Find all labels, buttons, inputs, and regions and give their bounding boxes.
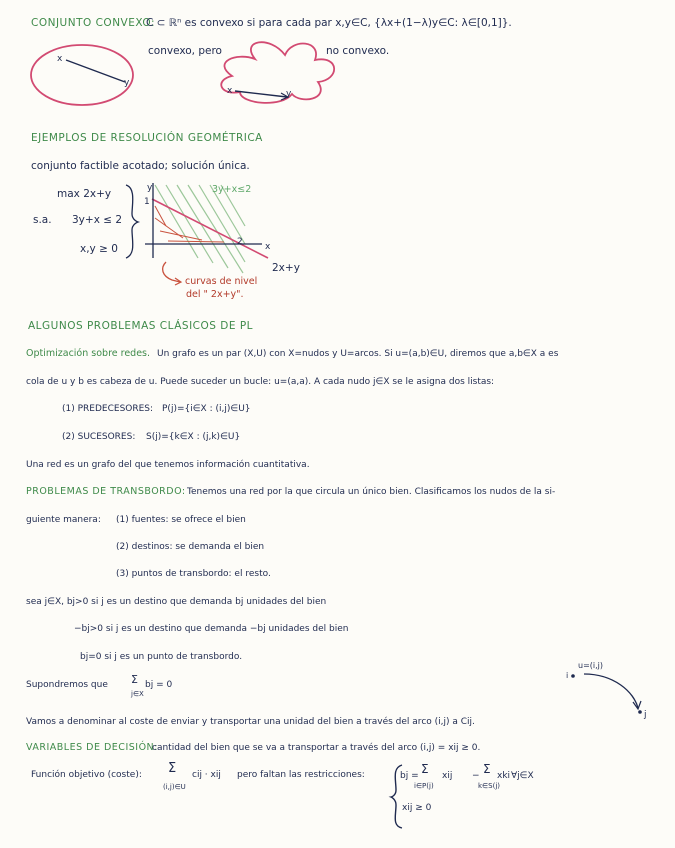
succ-formula: S(j)={k∈X : (j,k)∈U}	[146, 432, 241, 442]
succ-label: (2) SUCESORES:	[62, 432, 136, 442]
constraint-nonneg: xij ≥ 0	[402, 803, 432, 813]
pred-formula: P(j)={i∈X : (i,j)∈U}	[162, 404, 251, 414]
convex-label: convexo, pero	[148, 45, 222, 57]
nonconvex-point-x: x	[227, 86, 233, 96]
cost-definition: Vamos a denominar al coste de enviar y transportar una unidad del bien a través del arco (i,j) a Cij.	[26, 717, 475, 727]
convex-definition: C ⊂ ℝⁿ es convexo si para cada par x,y∈C, {λx+(1−λ)y∈C: λ∈[0,1]}.	[146, 17, 512, 29]
nonconvex-label: no convexo.	[326, 45, 390, 57]
case-positive: sea j∈X, bj>0 si j es un destino que demanda bj unidades del bien	[26, 597, 327, 607]
objective-tail: pero faltan las restricciones:	[237, 770, 365, 780]
node-i-dot	[571, 674, 575, 678]
classic-line2: cola de u y b es cabeza de u. Puede suceder un bucle: u=(a,a). A cada nudo j∈X se le asigna dos listas:	[26, 377, 495, 387]
constraint-bj: bj =	[400, 771, 419, 781]
examples-subtitle: conjunto factible acotado; solución única.	[31, 160, 250, 172]
objective-term: cij · xij	[192, 770, 221, 780]
nonconvex-point-y: y	[286, 89, 292, 99]
convex-segment	[66, 60, 125, 82]
constraint-succ-term: xki	[497, 771, 511, 781]
classic-heading: ALGUNOS PROBLEMAS CLÁSICOS DE PL	[28, 320, 254, 332]
transshipment-line2: guiente manera:	[26, 515, 101, 525]
transshipment-line1: Tenemos una red por la que circula un único bien. Clasificamos los nudos de la si-	[187, 487, 556, 497]
classic-lead: Optimización sobre redes.	[26, 348, 151, 359]
constraint-pred-sum: Σ	[421, 762, 429, 776]
item-sources: (1) fuentes: se ofrece el bien	[116, 515, 246, 525]
graph-y-label: y	[147, 183, 153, 193]
feasible-hatching	[155, 185, 245, 273]
graph-x-label: x	[265, 242, 271, 252]
examples-heading: EJEMPLOS DE RESOLUCIÓN GEOMÉTRICA	[31, 132, 263, 144]
objective-sum-index: (i,j)∈U	[163, 783, 186, 791]
lp-brace	[126, 185, 138, 258]
objective-label: 2x+y	[272, 262, 300, 274]
pred-label: (1) PREDECESORES:	[62, 404, 154, 414]
dv-heading: VARIABLES DE DECISIÓN:	[26, 742, 158, 753]
convex-set-ellipse	[31, 45, 133, 105]
constraint-label: 3y+x≤2	[212, 184, 252, 195]
assume-lead: Supondremos que	[26, 680, 108, 690]
convex-heading: CONJUNTO CONVEXO:	[31, 17, 156, 29]
graph-tick-2: 2	[237, 237, 243, 247]
constraint-minus: −	[472, 771, 480, 781]
lp-st: s.a.	[33, 214, 52, 226]
constraint-pred-term: xij	[442, 771, 453, 781]
classic-line1: Un grafo es un par (X,U) con X=nudos y U=arcos. Si u=(a,b)∈U, diremos que a,b∈X a es	[157, 349, 559, 359]
node-i-label: i	[566, 671, 569, 680]
assume-tail: bj = 0	[145, 680, 173, 690]
lp-objective: max 2x+y	[57, 188, 112, 200]
case-zero: bj=0 si j es un punto de transbordo.	[80, 652, 243, 662]
lp-nonneg: x,y ≥ 0	[80, 243, 118, 255]
constraint-forall: ∀j∈X	[511, 771, 534, 781]
node-j-label: j	[644, 710, 647, 720]
convex-point-x: x	[57, 54, 63, 64]
arc-ij	[584, 674, 638, 708]
constraint-succ-sum: Σ	[483, 762, 491, 776]
level-curves-line1: curvas de nivel	[185, 276, 258, 287]
dv-rest: cantidad del bien que se va a transportar a través del arco (i,j) = xij ≥ 0.	[152, 743, 481, 753]
transshipment-heading: PROBLEMAS DE TRANSBORDO:	[26, 486, 186, 497]
case-negative: −bj>0 si j es un destino que demanda −bj unidades del bien	[74, 624, 349, 634]
lp-constraint: 3y+x ≤ 2	[72, 214, 123, 226]
constraint-succ-index: k∈S(j)	[478, 782, 501, 790]
assume-sum-index: j∈X	[131, 690, 144, 698]
objective-sum: Σ	[168, 761, 177, 776]
constraint-pred-index: i∈P(j)	[414, 782, 434, 790]
objective-lead: Función objetivo (coste):	[31, 770, 142, 780]
item-transshipment: (3) puntos de transbordo: el resto.	[116, 569, 271, 579]
assume-sum: Σ	[131, 673, 138, 686]
item-destinations: (2) destinos: se demanda el bien	[116, 542, 265, 552]
level-curves-line2: del " 2x+y".	[186, 289, 244, 300]
nonconvex-set-blob	[221, 42, 334, 103]
network-def: Una red es un grafo del que tenemos información cuantitativa.	[26, 460, 310, 470]
graph-tick-1: 1	[144, 197, 150, 207]
arc-label: u=(i,j)	[578, 661, 604, 670]
convex-point-y: y	[124, 78, 130, 88]
node-j-dot	[638, 710, 642, 714]
